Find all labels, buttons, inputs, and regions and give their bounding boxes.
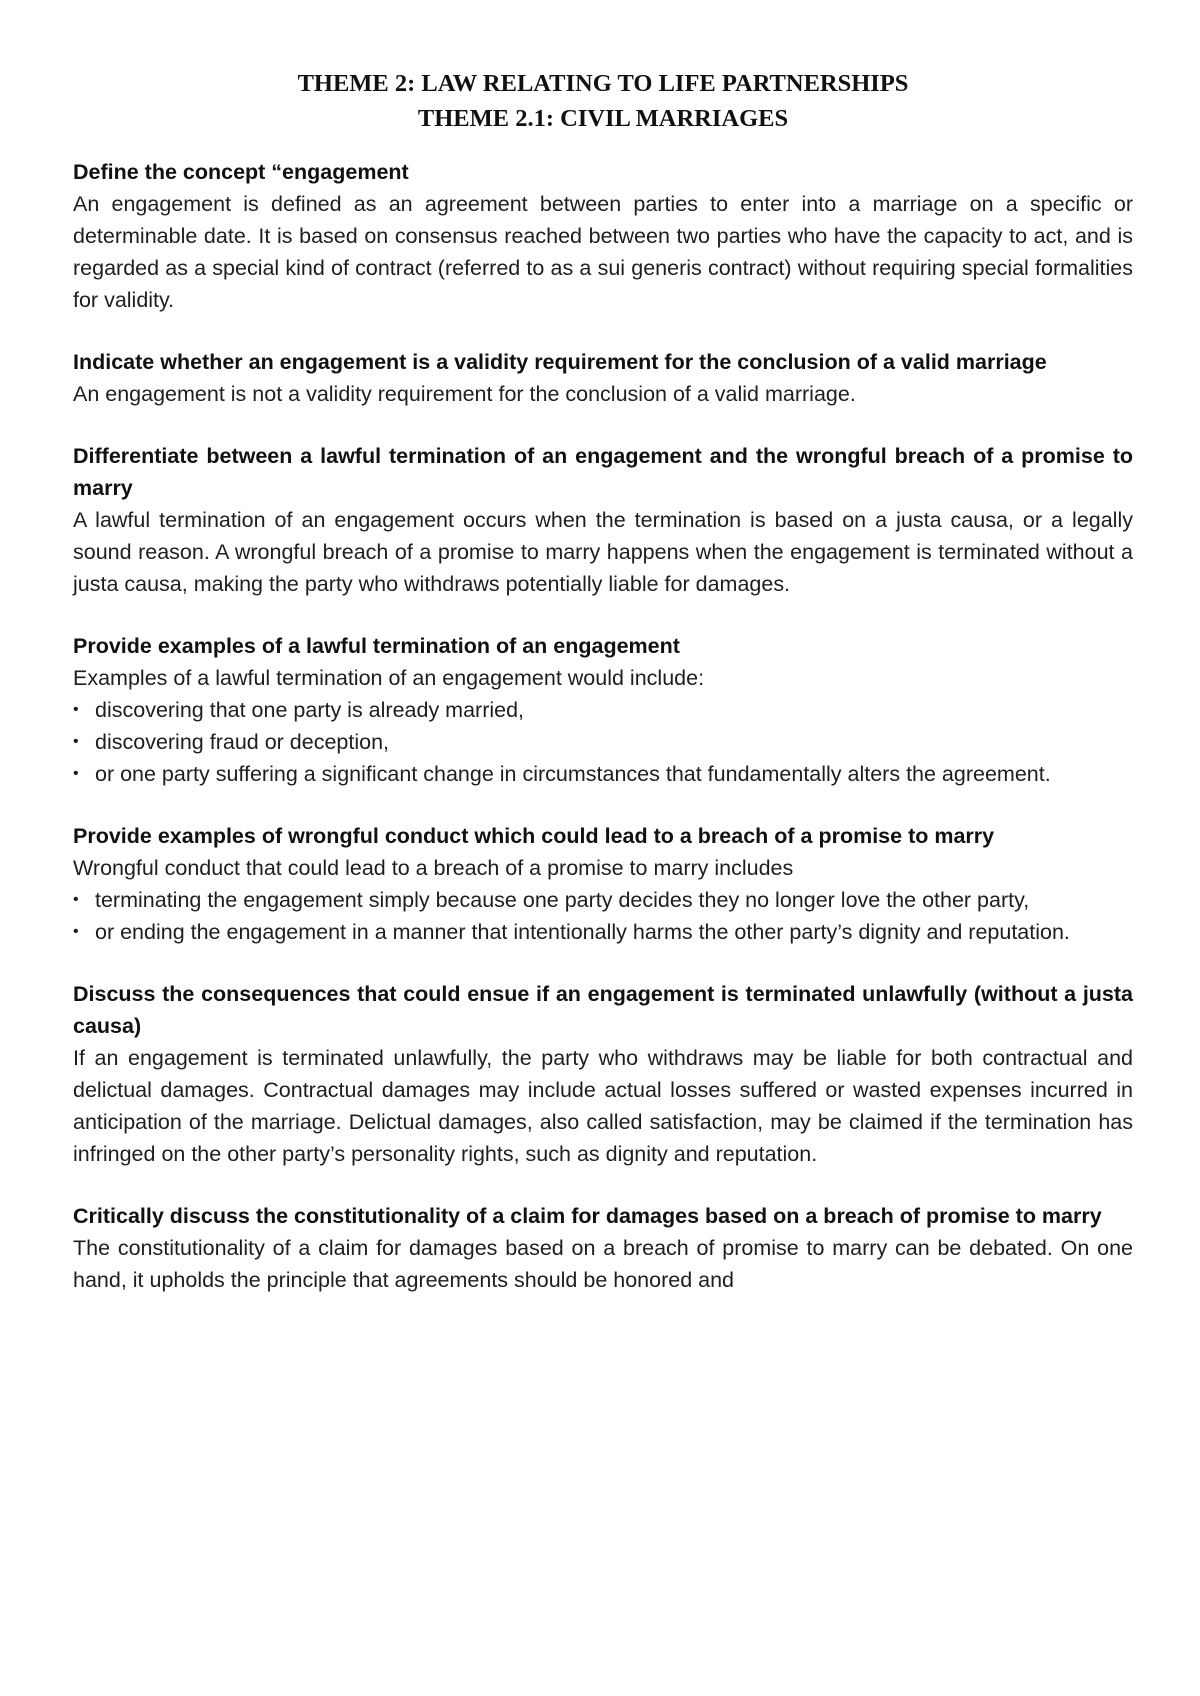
bullet-icon: •	[73, 765, 79, 782]
list-item	[73, 694, 1133, 726]
list-item-text: or ending the engagement in a manner that intentionally harms the other party’s dignity and reputation.	[95, 920, 1070, 944]
list-item	[73, 916, 1133, 948]
question-heading: Indicate whether an engagement is a validity requirement for the conclusion of a valid marriage	[73, 350, 1047, 374]
question-heading: Define the concept “engagement	[73, 160, 409, 184]
answer-paragraph: The constitutionality of a claim for damages based on a breach of promise to marry can be debated. On one hand, it upholds the principle that agreements should be honored and	[73, 1236, 1133, 1292]
answer-paragraph: Wrongful conduct that could lead to a breach of a promise to marry includes	[73, 856, 794, 880]
document-page	[73, 66, 1133, 1326]
list-item-text: or one party suffering a significant change in circumstances that fundamentally alters the agreement.	[95, 762, 1051, 786]
list-item-text: discovering fraud or deception,	[95, 730, 390, 754]
list-item	[73, 726, 1133, 758]
question-heading: Discuss the consequences that could ensue if an engagement is terminated unlawfully (without a justa causa)	[73, 982, 1133, 1038]
section-consequences	[73, 978, 1133, 1170]
section-define-engagement	[73, 156, 1133, 316]
answer-paragraph: An engagement is not a validity requirement for the conclusion of a valid marriage.	[73, 382, 856, 406]
question-heading: Provide examples of a lawful termination of an engagement	[73, 634, 680, 658]
page-subtitle: THEME 2.1: CIVIL MARRIAGES	[417, 105, 789, 132]
list-item	[73, 884, 1133, 916]
section-validity-requirement	[73, 346, 1133, 410]
bullet-icon: •	[73, 733, 79, 750]
list-item-text: discovering that one party is already married,	[95, 698, 525, 722]
section-lawful-examples	[73, 630, 1133, 790]
answer-paragraph: If an engagement is terminated unlawfully, the party who withdraws may be liable for both contractual and delictual damages. Contractual damages may include actual losses suffered or wasted expenses incurred in anticipation of the marriage. Delictual damages, also called satisfaction, may be claimed if the termination has infringed on the other party’s personality rights, such as dignity and reputation.	[73, 1046, 1133, 1166]
question-heading: Provide examples of wrongful conduct which could lead to a breach of a promise to marry	[73, 824, 995, 848]
bullet-list	[73, 884, 1133, 948]
bullet-icon: •	[73, 923, 79, 940]
question-heading: Critically discuss the constitutionality of a claim for damages based on a breach of promise to marry	[73, 1204, 1102, 1228]
page-title: THEME 2: LAW RELATING TO LIFE PARTNERSHIPS	[297, 70, 909, 97]
bullet-icon: •	[73, 701, 79, 718]
bullet-icon: •	[73, 891, 79, 908]
list-item	[73, 758, 1133, 790]
question-heading: Differentiate between a lawful termination of an engagement and the wrongful breach of a promise to marry	[73, 444, 1133, 500]
document-titles	[73, 66, 1133, 136]
answer-paragraph: A lawful termination of an engagement occurs when the termination is based on a justa causa, or a legally sound reason. A wrongful breach of a promise to marry happens when the engagement is terminated without a justa causa, making the party who withdraws potentially liable for damages.	[73, 508, 1133, 596]
answer-paragraph: Examples of a lawful termination of an engagement would include:	[73, 666, 705, 690]
answer-paragraph: An engagement is defined as an agreement between parties to enter into a marriage on a specific or determinable date. It is based on consensus reached between two parties who have the capacity to act, and is regarded as a special kind of contract (referred to as a sui generis contract) without requiring special formalities for validity.	[73, 192, 1133, 312]
list-item-text: terminating the engagement simply because one party decides they no longer love the other party,	[95, 888, 1030, 912]
bullet-list	[73, 694, 1133, 790]
section-lawful-vs-wrongful	[73, 440, 1133, 600]
section-constitutionality	[73, 1200, 1133, 1296]
section-wrongful-conduct	[73, 820, 1133, 948]
